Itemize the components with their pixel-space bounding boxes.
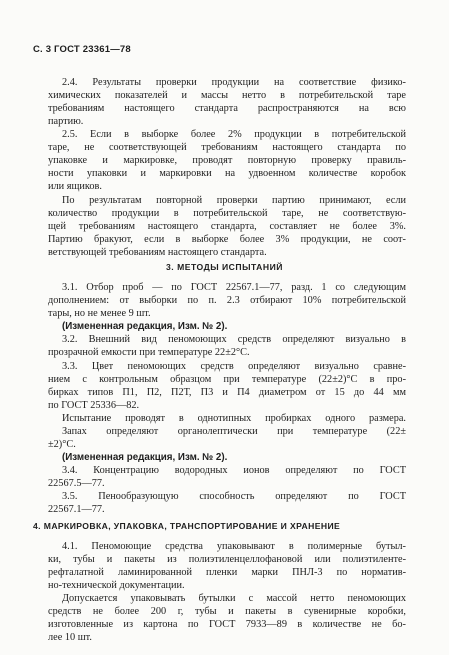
text-line: Испытание проводят в однотипных пробирках одного размера. xyxy=(62,413,406,424)
text-line: или ящиков. xyxy=(48,181,102,192)
text-line: требованиям настоящего стандарта распространяются на всю xyxy=(48,103,406,114)
text-line: Партию бракуют, если в выборке более 3% продукции, не соот- xyxy=(48,234,406,245)
text-line: средств не более 200 г, тубы и пакеты в сувенирные коробки, xyxy=(48,606,406,617)
text-line: Допускается упаковывать бутылки с массой нетто пеномоющих xyxy=(62,593,406,604)
text-line: 3.3. Цвет пеномоющих средств определяют визуально сравне- xyxy=(62,361,406,372)
text-line: 22567.5—77. xyxy=(48,478,105,489)
text-line: но-технической документации. xyxy=(48,580,185,591)
amendment-note: (Измененная редакция, Изм. № 2). xyxy=(62,452,228,463)
text-line: По результатам повторной проверки партию принимают, если xyxy=(62,195,406,206)
text-line: ки, тубы и пакеты из полиэтиленцеллофановой или полиэтиленте- xyxy=(48,554,406,565)
text-line: нием с контрольным образцом при температуре (22±2)°С в про- xyxy=(48,374,406,385)
text-line: 3.1. Отбор проб — по ГОСТ 22567.1—77, разд. 1 со следующим xyxy=(62,282,406,293)
text-line: дополнением: от выборки по п. 2.3 отбирают 10% потребительской xyxy=(48,295,406,306)
amendment-note: (Измененная редакция, Изм. № 2). xyxy=(62,321,228,332)
text-line: бирках типов П1, П2, П2Т, П3 и П4 диаметром от 15 до 44 мм xyxy=(48,387,406,398)
text-line: упаковке и маркировке, проводят повторную проверку правиль- xyxy=(48,155,406,166)
text-line: 3.5. Пенообразующую способность определяют по ГОСТ xyxy=(62,491,406,502)
text-line: 3.2. Внешний вид пеномоющих средств определяют визуально в xyxy=(62,334,406,345)
text-line: 22567.1—77. xyxy=(48,504,105,515)
text-line: 2.4. Результаты проверки продукции на соответствие физико- xyxy=(62,77,406,88)
text-line: 3.4. Концентрацию водородных ионов определяют по ГОСТ xyxy=(62,465,406,476)
text-line: 2.5. Если в выборке более 2% продукции в потребительской xyxy=(62,129,406,140)
text-line: ности упаковки и маркировки на удвоенном количестве коробок xyxy=(48,168,406,179)
text-line: рефталатной ламинированной пленки марки ПНЛ-3 по норматив- xyxy=(48,567,406,578)
section-heading: 4. МАРКИРОВКА, УПАКОВКА, ТРАНСПОРТИРОВАНИЕ И ХРАНЕНИЕ xyxy=(33,521,341,531)
text-line: Запах определяют органолептически при температуре (22± xyxy=(62,426,406,437)
page-header: С. 3 ГОСТ 23361—78 xyxy=(33,44,131,55)
text-line: изготовленные из картона по ГОСТ 7933—89 в количестве не бо- xyxy=(48,619,406,630)
section-heading: 3. МЕТОДЫ ИСПЫТАНИЙ xyxy=(166,262,283,272)
text-line: 4.1. Пеномоющие средства упаковывают в полимерные бутыл- xyxy=(62,541,406,552)
text-line: таре, не соответствующей требованиям настоящего стандарта по xyxy=(48,142,406,153)
text-line: ±2)°С. xyxy=(48,439,76,450)
text-line: щей требованиям настоящего стандарта, составляет не более 3%. xyxy=(48,221,406,232)
text-line: ветствующей требованиям настоящего стандарта. xyxy=(48,247,267,258)
text-line: количество продукции в потребительской таре, не соответствую- xyxy=(48,208,406,219)
text-line: тары, но не менее 9 шт. xyxy=(48,308,151,319)
text-line: партию. xyxy=(48,116,84,127)
text-line: химических показателей и массы нетто в потребительской таре xyxy=(48,90,406,101)
text-line: прозрачной емкости при температуре 22±2°С. xyxy=(48,347,250,358)
text-line: по ГОСТ 25336—82. xyxy=(48,400,140,411)
text-line: лее 10 шт. xyxy=(48,632,92,643)
